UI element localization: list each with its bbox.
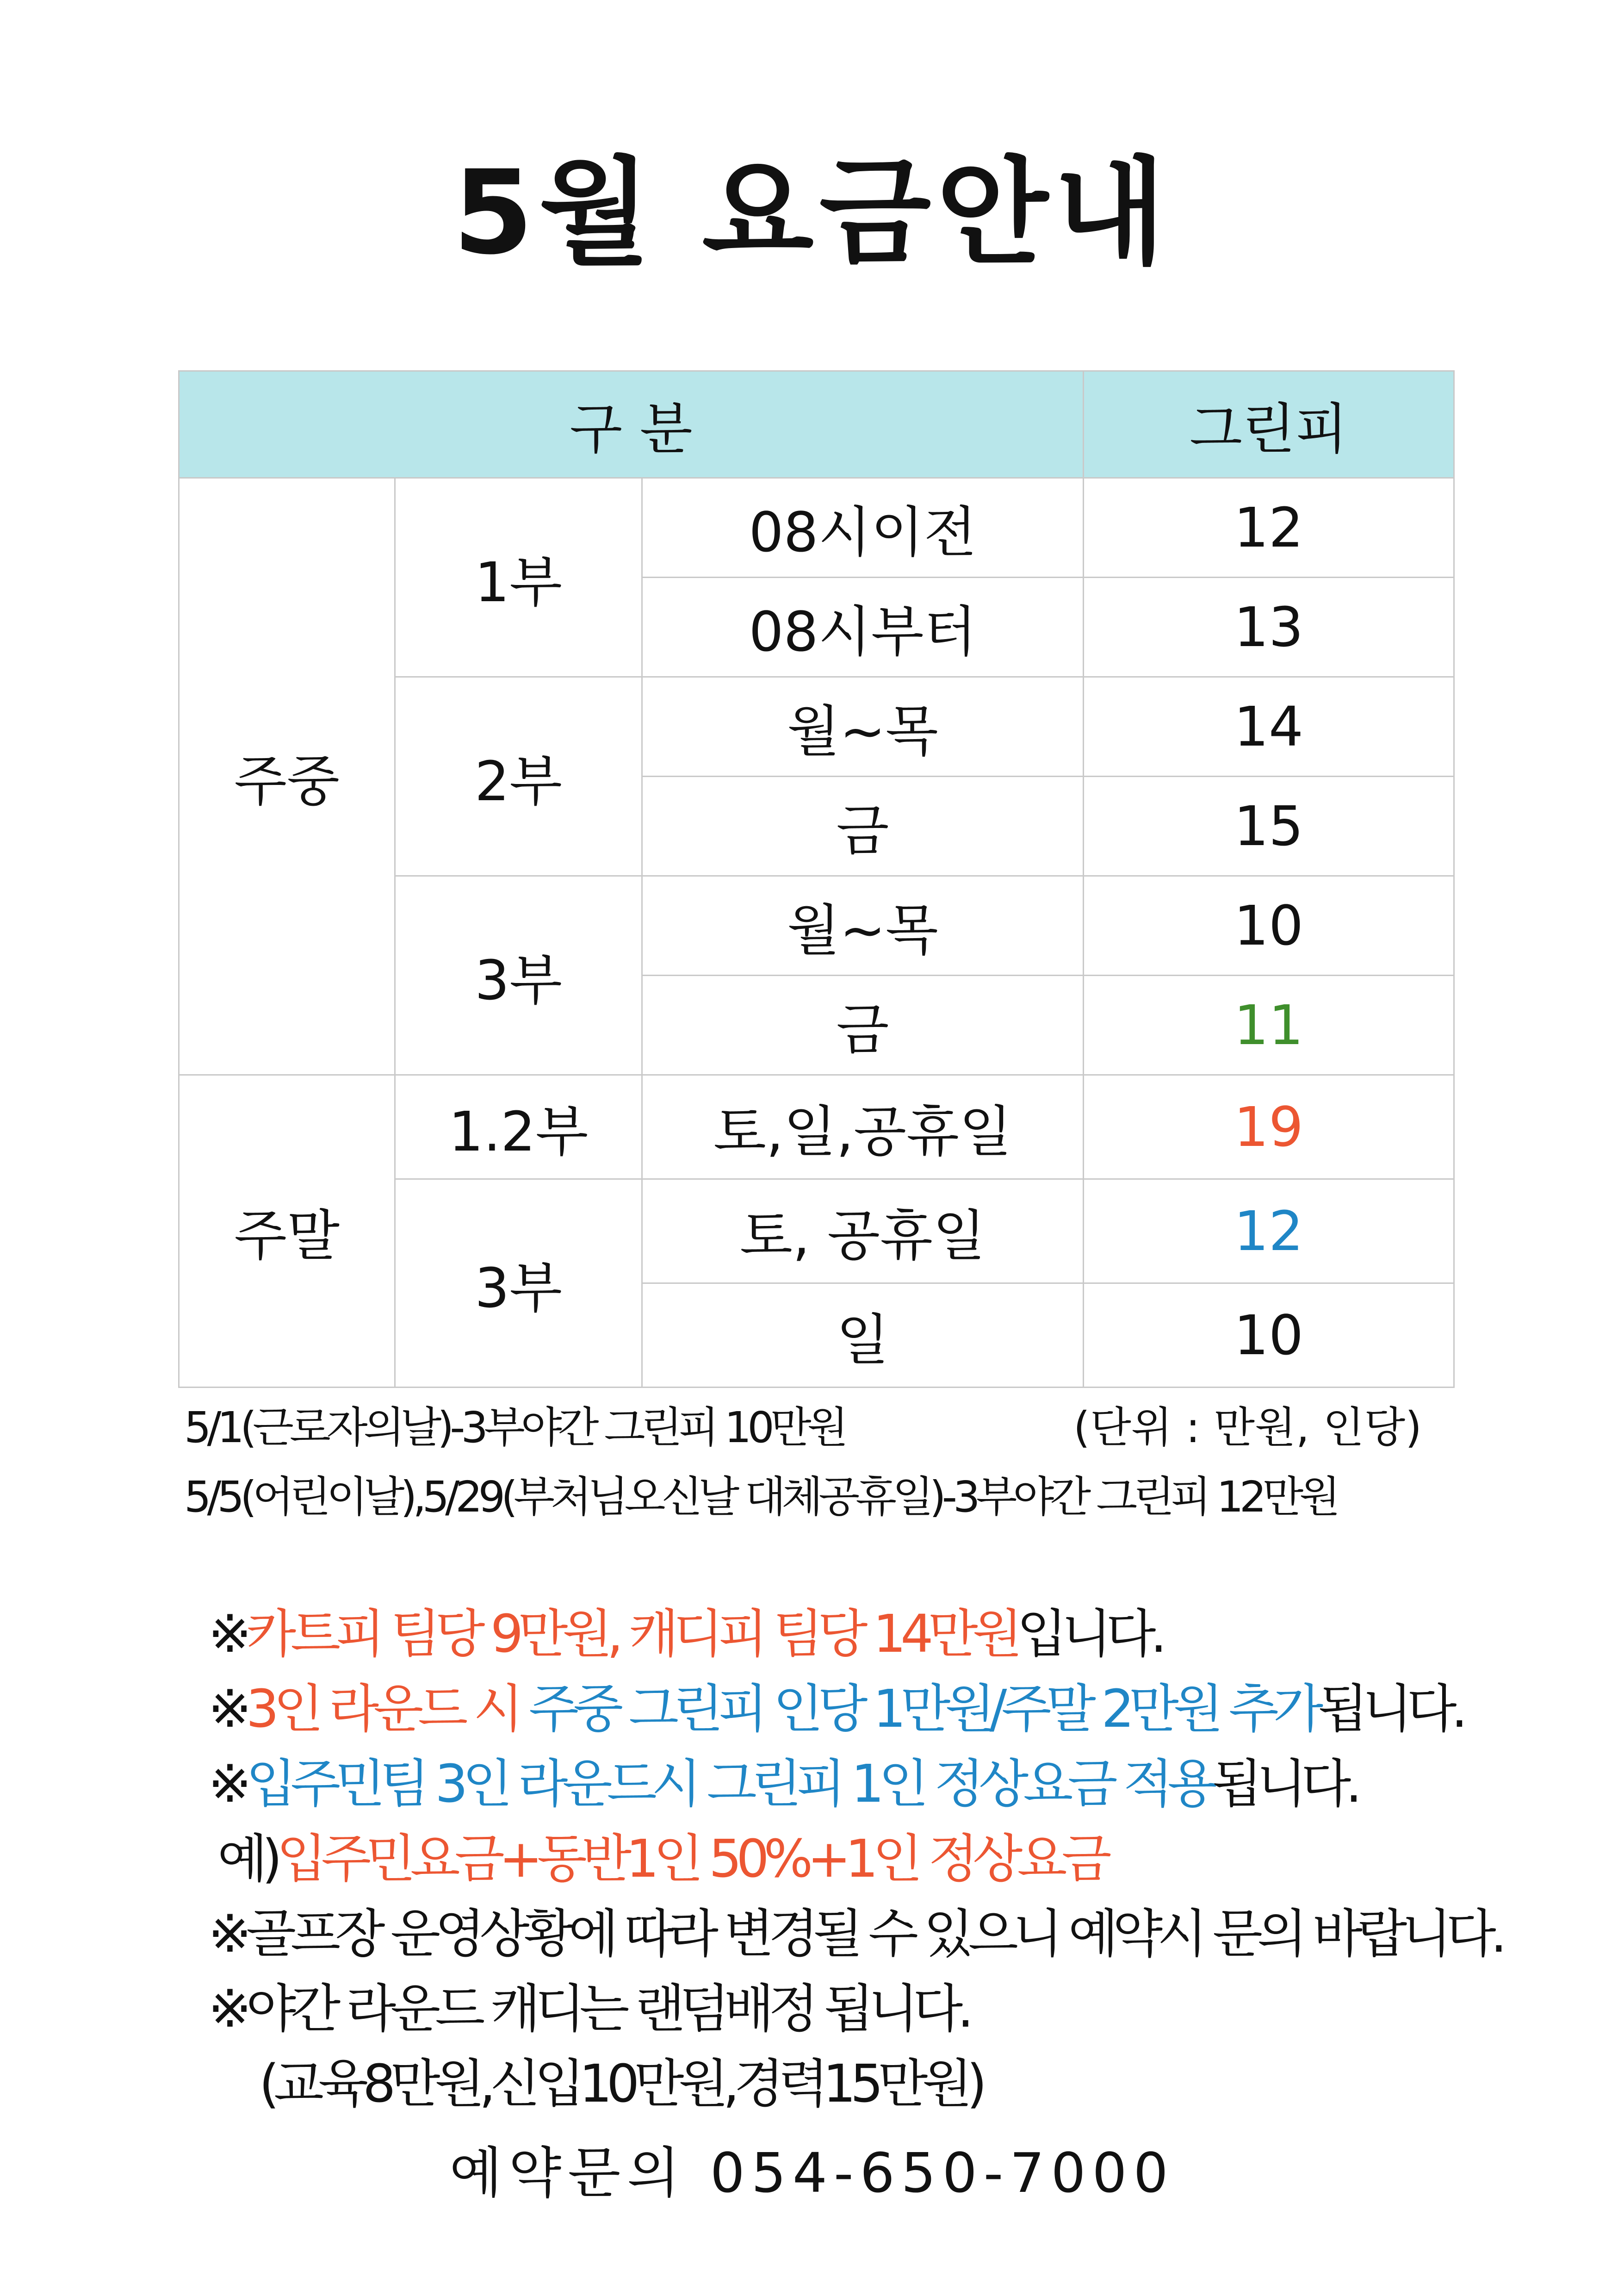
condition-cell: 일 <box>642 1283 1084 1388</box>
unit-label: (단위 : 만원, 인당) <box>1073 1403 1422 1452</box>
remark-line: (교육8만원,신입10만원,경력15만원) <box>259 2054 982 2114</box>
reservation-contact: 예약문의 054-650-7000 <box>449 2141 1175 2205</box>
page-title: 5월 요금안내 <box>452 145 1172 280</box>
part-cell: 1부 <box>395 478 642 677</box>
green-fee-table <box>178 370 1455 1388</box>
part-cell: 3부 <box>395 1179 642 1388</box>
header-category: 구 분 <box>179 371 1084 478</box>
remark-line <box>208 1597 1504 1672</box>
part-cell: 1.2부 <box>395 1075 642 1179</box>
remark-line <box>208 1822 1504 1897</box>
remark-text: 됩니다. <box>1212 1754 1357 1814</box>
remark-line: ※골프장 운영상황에 따라 변경될 수 있으니 예약시 문의 바랍니다. <box>208 1904 1502 1964</box>
weekend-label: 주말 <box>179 1075 395 1388</box>
fee-cell: 15 <box>1084 777 1454 876</box>
fee-cell: 10 <box>1084 1283 1454 1388</box>
table-row <box>179 1075 1454 1179</box>
reference-mark: ※ <box>208 1754 246 1814</box>
condition-cell: 월~목 <box>642 876 1084 976</box>
fee-cell: 14 <box>1084 677 1454 777</box>
example-prefix: 예) <box>217 1829 277 1889</box>
reference-mark: ※ <box>208 1679 246 1739</box>
remark-line: ※야간 라운드 캐디는 랜덤배정 됩니다. <box>208 1979 968 2039</box>
remark-line <box>208 1672 1504 1747</box>
condition-cell: 08시부터 <box>642 578 1084 677</box>
condition-cell: 토,일,공휴일 <box>642 1075 1084 1179</box>
fee-cell: 19 <box>1084 1075 1454 1179</box>
weekday-label: 주중 <box>179 478 395 1075</box>
remark-highlight: 입주민요금+동반1인 50%+1인 정상요금 <box>276 1829 1106 1889</box>
table-row <box>179 478 1454 578</box>
fee-cell: 12 <box>1084 478 1454 578</box>
fee-cell: 11 <box>1084 976 1454 1075</box>
holiday-note: 5/1(근로자의날)-3부야간 그린피 10만원 <box>184 1403 844 1452</box>
holiday-note: 5/5(어린이날),5/29(부처님오신날 대체공휴일)-3부야간 그린피 12만원 <box>184 1472 1337 1522</box>
remarks <box>208 1597 1504 2122</box>
condition-cell: 08시이전 <box>642 478 1084 578</box>
remark-text: 됩니다. <box>1318 1679 1463 1739</box>
table-header-row <box>179 371 1454 478</box>
remark-highlight: 입주민팀 3인 라운드시 그린피 1인 정상요금 적용 <box>246 1754 1212 1814</box>
condition-cell: 금 <box>642 976 1084 1075</box>
remark-text: 입니다. <box>1017 1604 1162 1664</box>
remark-highlight: 3인 라운드 시 <box>246 1679 518 1739</box>
part-cell: 2부 <box>395 677 642 876</box>
header-green-fee: 그린피 <box>1084 371 1454 478</box>
fee-cell: 10 <box>1084 876 1454 976</box>
fee-cell: 13 <box>1084 578 1454 677</box>
part-cell: 3부 <box>395 876 642 1075</box>
condition-cell: 월~목 <box>642 677 1084 777</box>
condition-cell: 토, 공휴일 <box>642 1179 1084 1283</box>
remark-highlight: 주중 그린피 인당 1만원/주말 2만원 추가 <box>518 1679 1318 1739</box>
remark-highlight: 카트피 팀당 9만원, 캐디피 팀당 14만원 <box>246 1604 1017 1664</box>
condition-cell: 금 <box>642 777 1084 876</box>
reference-mark: ※ <box>208 1604 246 1664</box>
remark-line <box>208 1747 1504 1822</box>
fee-cell: 12 <box>1084 1179 1454 1283</box>
